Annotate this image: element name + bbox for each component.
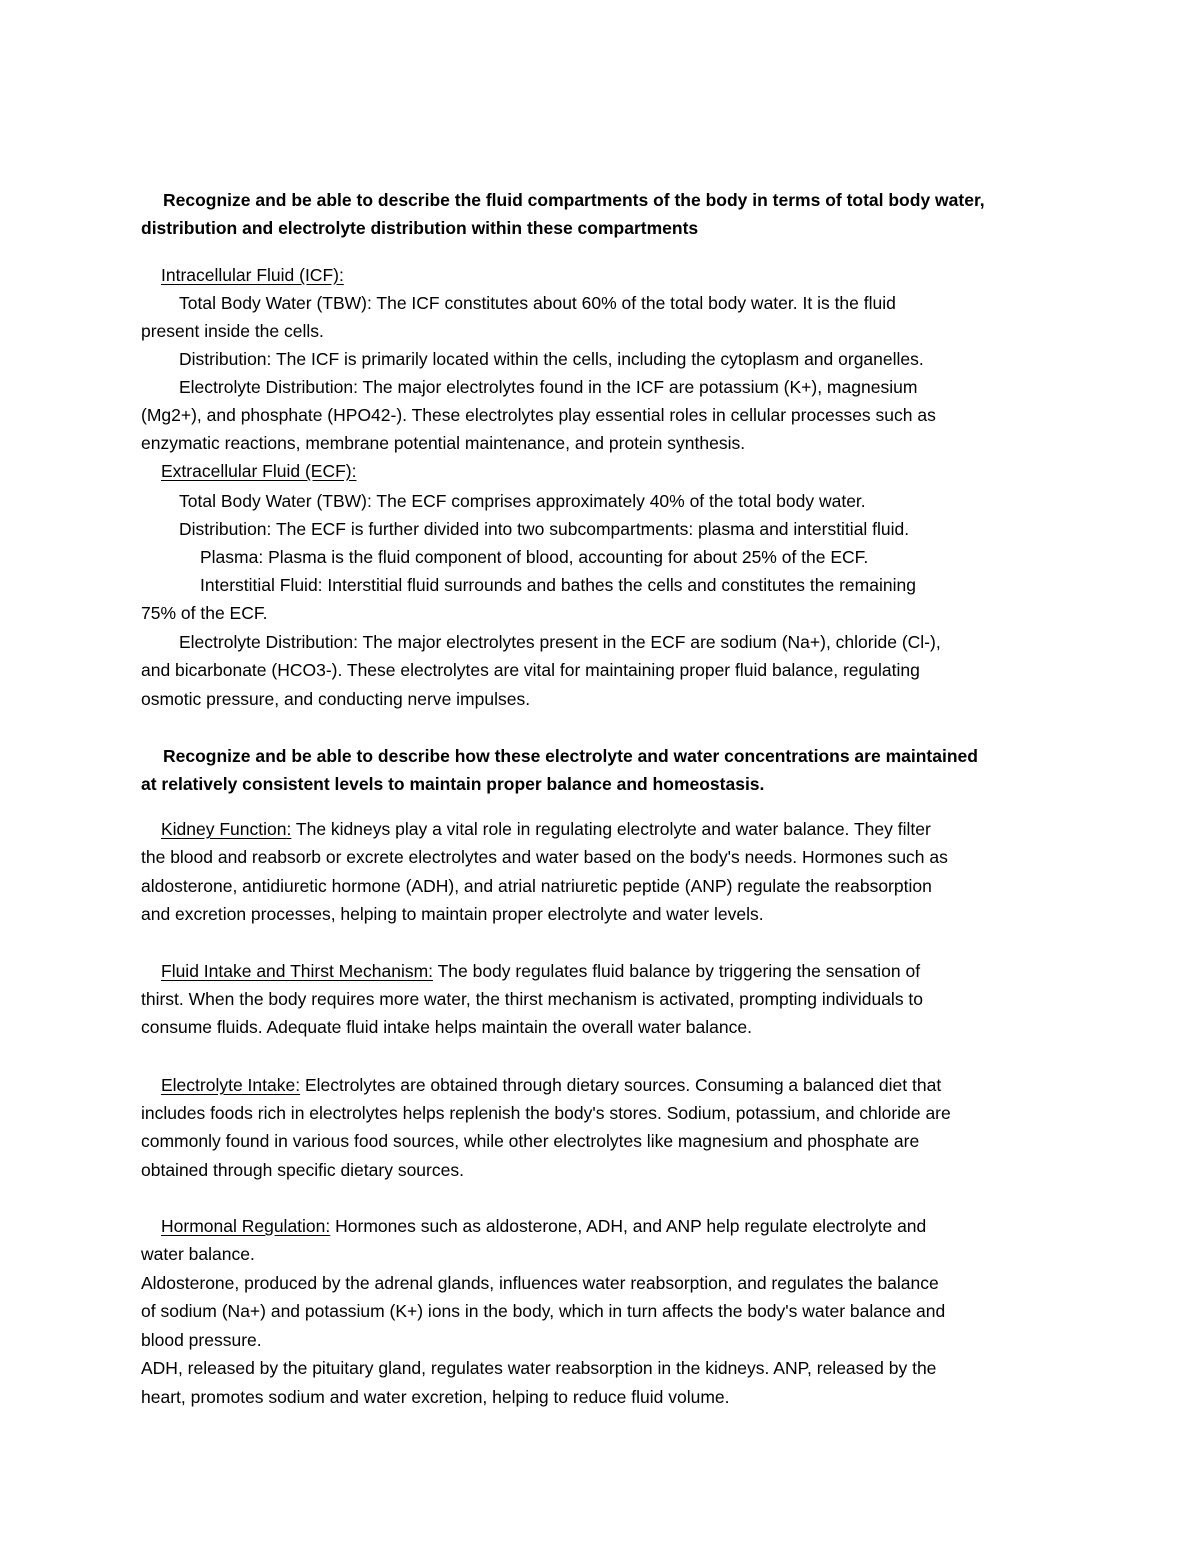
ecf-tbw: Total Body Water (TBW): The ECF comprises approximately 40% of the total body water.: [179, 491, 866, 511]
ecf-distribution: Distribution: The ECF is further divided into two subcompartments: plasma and interstitial fluid.: [179, 519, 910, 539]
section1-heading-line1: Recognize and be able to describe the fluid compartments of the body in terms of total body water,: [163, 190, 985, 210]
section2-heading-line1: Recognize and be able to describe how these electrolyte and water concentrations are maintained: [163, 746, 978, 766]
ecf-electrolyte-line3: osmotic pressure, and conducting nerve impulses.: [141, 689, 531, 709]
icf-title-text: Intracellular Fluid (ICF):: [161, 265, 344, 285]
ecf-electrolyte-line2: and bicarbonate (HCO3-). These electrolytes are vital for maintaining proper fluid balance, regulating: [141, 660, 920, 680]
icf-electrolyte-line2: (Mg2+), and phosphate (HPO42-). These electrolytes play essential roles in cellular processes such as: [141, 405, 936, 425]
icf-electrolyte-line3: enzymatic reactions, membrane potential maintenance, and protein synthesis.: [141, 433, 746, 453]
hormonal-line1-rest: Hormones such as aldosterone, ADH, and ANP help regulate electrolyte and: [330, 1216, 927, 1236]
kidney-line3: aldosterone, antidiuretic hormone (ADH), and atrial natriuretic peptide (ANP) regulate the reabsorption: [141, 876, 932, 896]
icf-tbw-line1: Total Body Water (TBW): The ICF constitutes about 60% of the total body water. It is the fluid: [179, 293, 896, 313]
kidney-title: Kidney Function:: [161, 819, 292, 839]
electrolyte-intake-line2: includes foods rich in electrolytes helps replenish the body's stores. Sodium, potassium, and chloride are: [141, 1103, 951, 1123]
fluid-intake-line1: [161, 960, 920, 982]
electrolyte-intake-line1: [161, 1074, 941, 1096]
section2-heading-line2: at relatively consistent levels to maintain proper balance and homeostasis.: [141, 774, 765, 794]
hormonal-title: Hormonal Regulation:: [161, 1216, 331, 1236]
hormonal-line1: [161, 1215, 926, 1237]
hormonal-line7: heart, promotes sodium and water excretion, helping to reduce fluid volume.: [141, 1387, 730, 1407]
fluid-intake-line2: thirst. When the body requires more water, the thirst mechanism is activated, prompting individuals to: [141, 989, 924, 1009]
section1-heading-line2: distribution and electrolyte distribution within these compartments: [141, 218, 699, 238]
electrolyte-intake-line4: obtained through specific dietary sources.: [141, 1160, 464, 1180]
kidney-line4: and excretion processes, helping to maintain proper electrolyte and water levels.: [141, 904, 764, 924]
icf-electrolyte-line1: Electrolyte Distribution: The major electrolytes found in the ICF are potassium (K+), magnesium: [179, 377, 918, 397]
icf-tbw-line2: present inside the cells.: [141, 321, 324, 341]
electrolyte-intake-title: Electrolyte Intake:: [161, 1075, 301, 1095]
electrolyte-intake-line1-rest: Electrolytes are obtained through dietary sources. Consuming a balanced diet that: [300, 1075, 942, 1095]
ecf-electrolyte-line1: Electrolyte Distribution: The major electrolytes present in the ECF are sodium (Na+), chloride (Cl-),: [179, 632, 941, 652]
icf-title: [143, 264, 344, 286]
kidney-line1: [143, 818, 931, 840]
kidney-line2: the blood and reabsorb or excrete electrolytes and water based on the body's needs. Hormones such as: [141, 847, 948, 867]
ecf-interstitial-line1: Interstitial Fluid: Interstitial fluid surrounds and bathes the cells and constitutes the remaining: [200, 575, 916, 595]
fluid-intake-line1-rest: The body regulates fluid balance by triggering the sensation of: [433, 961, 921, 981]
fluid-intake-title: Fluid Intake and Thirst Mechanism:: [161, 961, 434, 981]
ecf-title: [143, 460, 356, 482]
icf-distribution: Distribution: The ICF is primarily located within the cells, including the cytoplasm and organelles.: [179, 349, 924, 369]
ecf-title-text: Extracellular Fluid (ECF):: [161, 461, 357, 481]
ecf-interstitial-line2: 75% of the ECF.: [141, 603, 268, 623]
fluid-intake-line3: consume fluids. Adequate fluid intake helps maintain the overall water balance.: [141, 1017, 752, 1037]
ecf-plasma: Plasma: Plasma is the fluid component of blood, accounting for about 25% of the ECF.: [200, 547, 869, 567]
hormonal-line5: blood pressure.: [141, 1330, 262, 1350]
kidney-line1-rest: The kidneys play a vital role in regulating electrolyte and water balance. They filter: [291, 819, 931, 839]
hormonal-line3: Aldosterone, produced by the adrenal glands, influences water reabsorption, and regulates the balance: [141, 1273, 939, 1293]
hormonal-line4: of sodium (Na+) and potassium (K+) ions in the body, which in turn affects the body's water balance and: [141, 1301, 946, 1321]
hormonal-line2: water balance.: [141, 1244, 255, 1264]
electrolyte-intake-line3: commonly found in various food sources, while other electrolytes like magnesium and phosphate are: [141, 1131, 920, 1151]
hormonal-line6: ADH, released by the pituitary gland, regulates water reabsorption in the kidneys. ANP, released by the: [141, 1358, 937, 1378]
